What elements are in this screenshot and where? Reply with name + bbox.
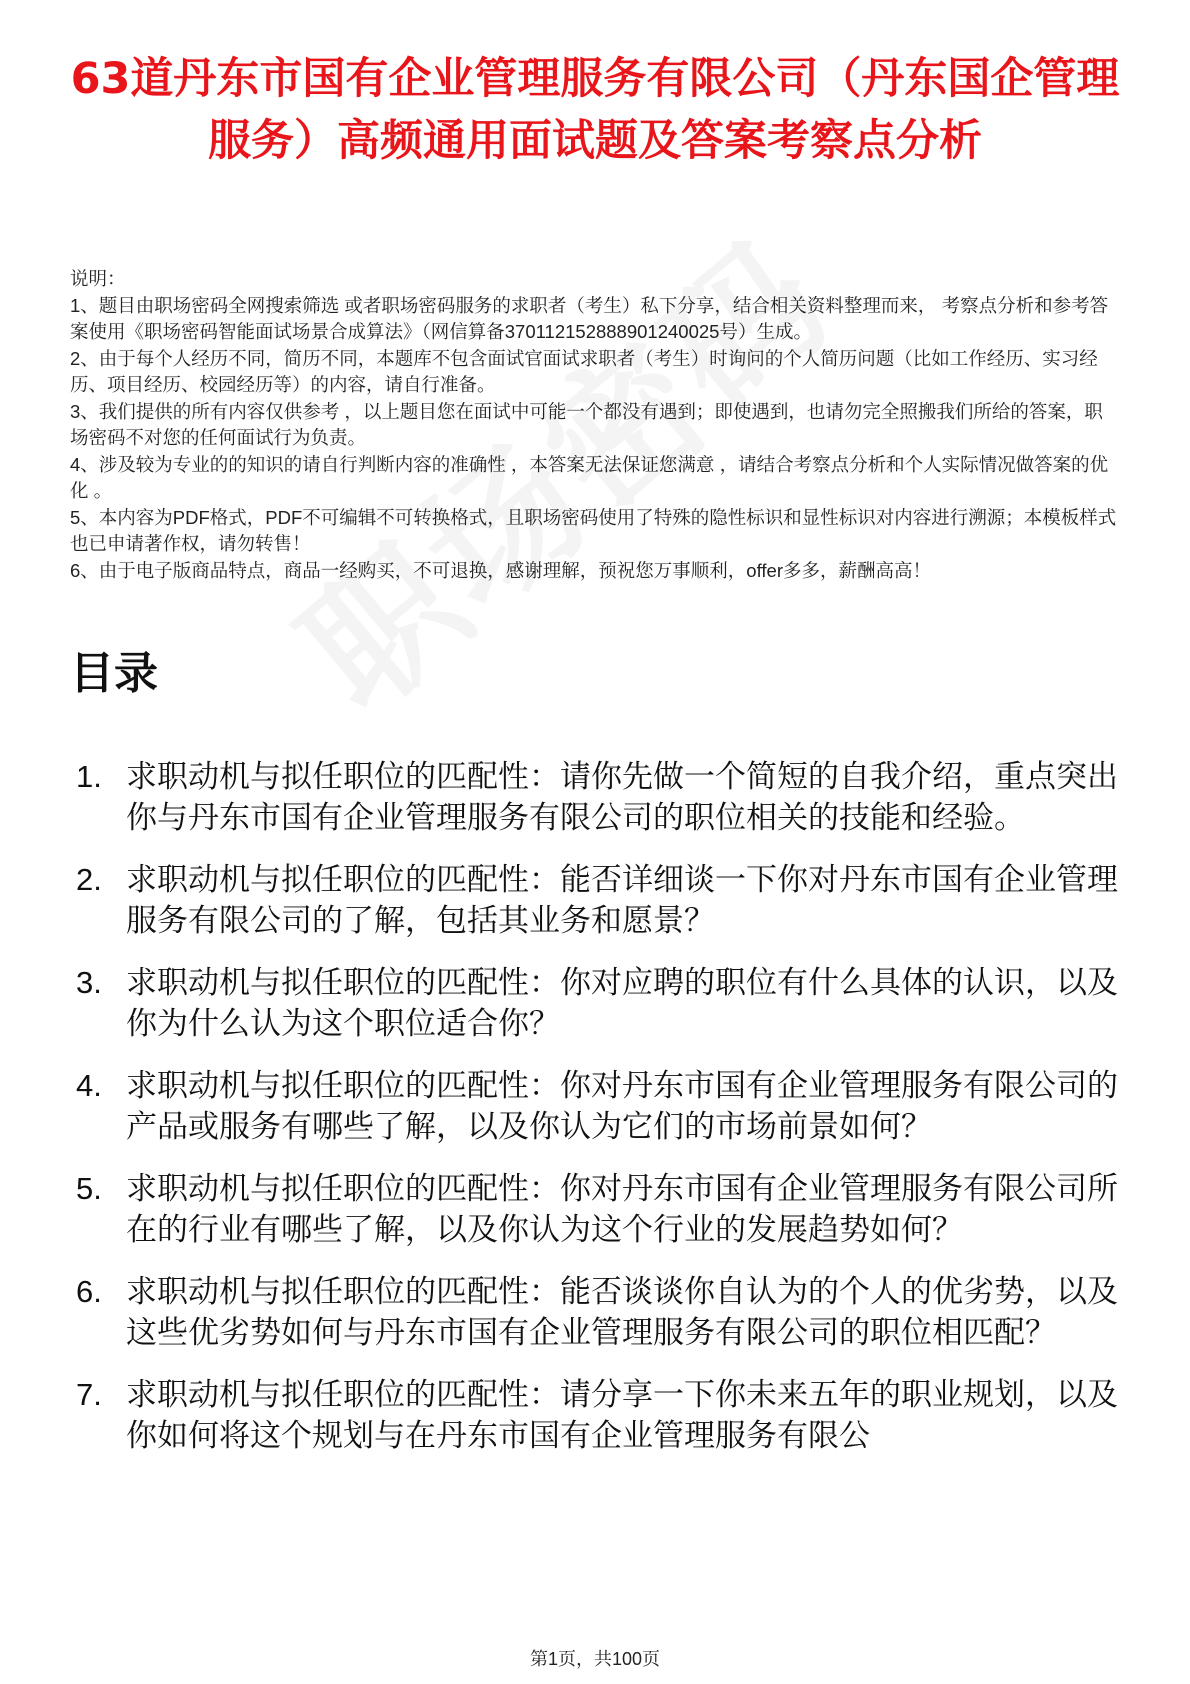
note-item: 6、由于电子版商品特点，商品一经购买，不可退换，感谢理解，预祝您万事顺利，offer多多，薪酬高高！ [70,559,931,581]
toc-item[interactable] [70,756,1120,838]
toc-item[interactable] [70,1374,1120,1456]
note-item: 4、涉及较为专业的的知识的请自行判断内容的准确性 ，本答案无法保证您满意 ，请结合考察点分析和个人实际情况做答案的优化 。 [70,453,1109,501]
toc-item-number: 1. [76,759,102,794]
notes-heading: 说明： [70,268,126,289]
toc-heading: 目录 [70,648,158,699]
toc-item-text: 求职动机与拟任职位的匹配性：请分享一下你未来五年的职业规划，以及你如何将这个规划与在丹东市国有企业管理服务有限公 [126,1377,1118,1453]
note-item: 1、题目由职场密码全网搜索筛选 或者职场密码服务的求职者（考生）私下分享，结合相关资料整理而来， 考察点分析和参考答案使用《职场密码智能面试场景合成算法》（网信算备370112152888901240025号）生成。 [70,294,1109,342]
toc-item-text: 求职动机与拟任职位的匹配性：你对应聘的职位有什么具体的认识，以及你为什么认为这个职位适合你？ [126,965,1118,1041]
toc-item-text: 求职动机与拟任职位的匹配性：请你先做一个简短的自我介绍，重点突出你与丹东市国有企业管理服务有限公司的职位相关的技能和经验。 [126,759,1118,835]
toc-item-number: 6. [76,1274,102,1309]
page-number: 第1页，共100页 [529,1649,661,1669]
toc-item-number: 5. [76,1171,102,1206]
toc-item-number: 4. [76,1068,102,1103]
toc-item[interactable] [70,962,1120,1044]
toc-item-text: 求职动机与拟任职位的匹配性：你对丹东市国有企业管理服务有限公司的产品或服务有哪些了解，以及你认为它们的市场前景如何？ [126,1068,1118,1144]
toc-item-number: 3. [76,965,102,1000]
document-title: 63道丹东市国有企业管理服务有限公司（丹东国企管理服务）高频通用面试题及答案考察点分析 [70,54,1120,166]
note-item: 3、我们提供的所有内容仅供参考 ，以上题目您在面试中可能一个都没有遇到；即使遇到，也请勿完全照搬我们所给的答案，职场密码不对您的任何面试行为负责。 [70,400,1103,448]
toc-item[interactable] [70,1271,1120,1353]
note-item: 2、由于每个人经历不同，简历不同，本题库不包含面试官面试求职者（考生）时询问的个人简历问题（比如工作经历、实习经历、项目经历、校园经历等）的内容，请自行准备。 [70,347,1098,395]
toc-item-text: 求职动机与拟任职位的匹配性：能否谈谈你自认为的个人的优劣势，以及这些优劣势如何与丹东市国有企业管理服务有限公司的职位相匹配？ [126,1274,1118,1350]
note-item: 5、本内容为PDF格式，PDF不可编辑不可转换格式，且职场密码使用了特殊的隐性标识和显性标识对内容进行溯源；本模板样式也已申请著作权，请勿转售！ [70,506,1117,554]
toc-item[interactable] [70,1065,1120,1147]
notes-section [70,266,1120,584]
toc-item-text: 求职动机与拟任职位的匹配性：能否详细谈一下你对丹东市国有企业管理服务有限公司的了解，包括其业务和愿景？ [126,862,1118,938]
toc-item[interactable] [70,859,1120,941]
toc-list [70,756,1120,1477]
toc-item-text: 求职动机与拟任职位的匹配性：你对丹东市国有企业管理服务有限公司所在的行业有哪些了解，以及你认为这个行业的发展趋势如何？ [126,1171,1118,1247]
toc-item-number: 2. [76,862,102,897]
toc-item[interactable] [70,1168,1120,1250]
toc-item-number: 7. [76,1377,102,1412]
